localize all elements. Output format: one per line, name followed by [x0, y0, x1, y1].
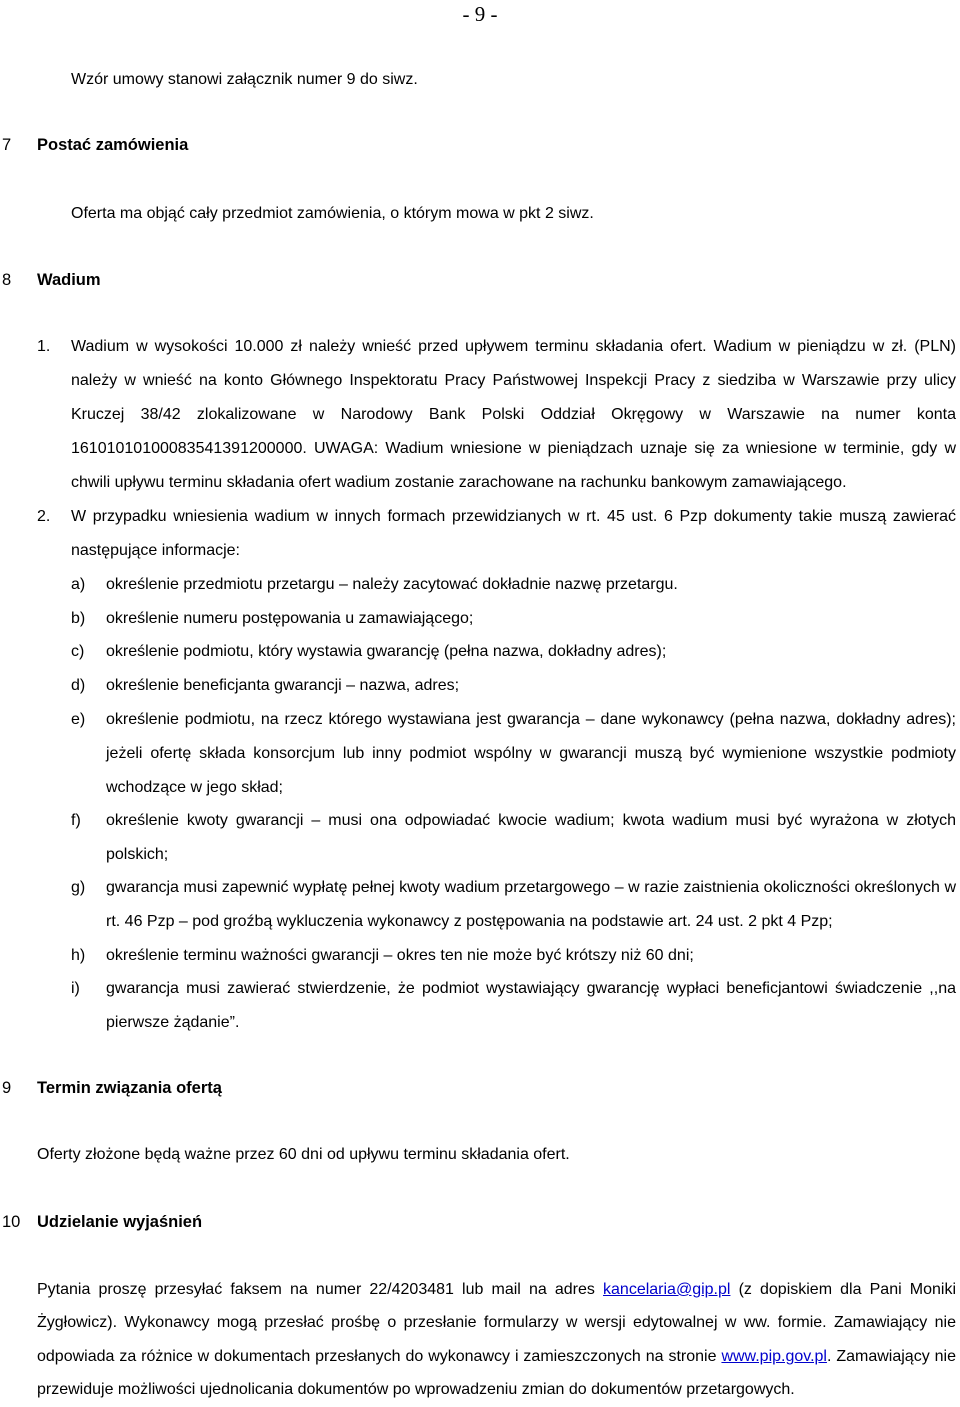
- intro-text: Wzór umowy stanowi załącznik numer 9 do siwz.: [71, 71, 418, 88]
- section-10-line-3: [37, 1340, 956, 1374]
- point-1-line: Kruczej 38/42 zlokalizowane w Narodowy Bank Polski Oddział Okręgowy w Warszawie na numer konta: [71, 406, 956, 423]
- page-number: - 9 -: [462, 2, 498, 26]
- item-e-line: wchodzące w jego skład;: [106, 779, 283, 796]
- section-10-title: Udzielanie wyjaśnień: [37, 1213, 203, 1231]
- section-7-text: Oferta ma objąć cały przedmiot zamówienia, o którym mowa w pkt 2 siwz.: [71, 205, 594, 222]
- item-e-label: e): [71, 711, 86, 728]
- item-i-line: pierwsze żądanie”.: [106, 1014, 240, 1031]
- item-g-label: g): [71, 879, 86, 896]
- item-g-line: rt. 46 Pzp – pod groźbą wykluczenia wykonawcy z postępowania na podstawie art. 24 ust. 2 pkt 4 Pzp;: [106, 913, 833, 930]
- section-8-number: 8: [2, 271, 12, 289]
- website-link[interactable]: www.pip.gov.pl: [721, 1348, 827, 1365]
- point-2-label: 2.: [37, 508, 51, 525]
- item-a-label: a): [71, 576, 86, 593]
- point-2-line: następujące informacje:: [71, 542, 240, 559]
- item-b-text: określenie numeru postępowania u zamawiającego;: [106, 610, 474, 627]
- website-text: . Zamawiający nie: [826, 1348, 956, 1365]
- email-link[interactable]: kancelaria@gip.pl: [603, 1281, 731, 1298]
- item-h-label: h): [71, 947, 86, 964]
- item-e-line: jeżeli ofertę składa konsorcjum lub inny podmiot wspólny w gwarancji muszą być wymienione wszystkie podmioty: [106, 745, 956, 762]
- item-d-text: określenie beneficjanta gwarancji – nazwa, adres;: [106, 677, 460, 694]
- section-9-title: Termin związania ofertą: [37, 1079, 222, 1097]
- item-g-line: gwarancja musi zapewnić wypłatę pełnej kwoty wadium przetargowego – w razie zaistnienia okoliczności określonych w: [106, 879, 956, 896]
- item-f-line: określenie kwoty gwarancji – musi ona odpowiadać kwocie wadium; kwota wadium musi być wyrażona w złotych: [106, 812, 956, 829]
- section-10-line-4: przewiduje możliwości ujednolicania dokumentów po wprowadzeniu zmian do dokumentów przetargowych.: [37, 1381, 795, 1398]
- section-8-title: Wadium: [37, 271, 101, 289]
- item-i-line: gwarancja musi zawierać stwierdzenie, że podmiot wystawiający gwarancję wypłaci beneficjantowi świadczenie ,,na: [106, 980, 956, 997]
- item-e-line: określenie podmiotu, na rzecz którego wystawiana jest gwarancja – dane wykonawcy (pełna nazwa, dokładny adres);: [106, 711, 956, 728]
- point-2-line: W przypadku wniesienia wadium w innych formach przewidzianych w rt. 45 ust. 6 Pzp dokumenty takie muszą zawierać: [71, 508, 956, 525]
- item-c-label: c): [71, 643, 85, 660]
- item-d-label: d): [71, 677, 86, 694]
- section-9-number: 9: [2, 1079, 12, 1097]
- website-text: odpowiada za różnice w dokumentach przesłanych do wykonawcy i zamieszczonych na stronie: [37, 1348, 717, 1365]
- point-1-label: 1.: [37, 338, 51, 355]
- item-a-text: określenie przedmiotu przetargu – należy zacytować dokładnie nazwę przetargu.: [106, 576, 678, 593]
- item-b-label: b): [71, 610, 86, 627]
- section-10-number: 10: [2, 1213, 21, 1231]
- item-c-text: określenie podmiotu, który wystawia gwarancję (pełna nazwa, dokładny adres);: [106, 643, 667, 660]
- section-7-number: 7: [2, 136, 12, 154]
- point-1-line: 16101010100083541391200000. UWAGA: Wadium wniesione w pieniądzach uznaje się za wniesione w terminie, gdy w: [71, 440, 956, 457]
- section-9-text: Oferty złożone będą ważne przez 60 dni od upływu terminu składania ofert.: [37, 1146, 570, 1163]
- contact-text: (z dopiskiem dla Pani Moniki: [738, 1281, 956, 1298]
- point-1-line: Wadium w wysokości 10.000 zł należy wnieść przed upływem terminu składania ofert. Wadium w pieniądzu w zł. (PLN): [71, 338, 956, 355]
- item-h-text: określenie terminu ważności gwarancji – okres ten nie może być krótszy niż 60 dni;: [106, 947, 694, 964]
- contact-text: Pytania proszę przesyłać faksem na numer 22/4203481 lub mail na adres: [37, 1281, 595, 1298]
- section-10-line-1: [37, 1273, 956, 1307]
- item-i-label: i): [71, 980, 80, 997]
- section-7-title: Postać zamówienia: [37, 136, 189, 154]
- item-f-line: polskich;: [106, 846, 169, 863]
- point-1-line: chwili upływu terminu składania ofert wadium zostanie zarachowane na rachunku bankowym zamawiającego.: [71, 474, 847, 491]
- section-10-line-2: Żygłowicz). Wykonawcy mogą przesłać prośbę o przesłanie formularzy w wersji edytowalnej w ww. formie. Zamawiający nie: [37, 1314, 956, 1331]
- point-1-line: należy w wnieść na konto Głównego Inspektoratu Pracy Państwowej Inspekcji Pracy z siedziba w Warszawie przy ulicy: [71, 372, 956, 389]
- item-f-label: f): [71, 812, 81, 829]
